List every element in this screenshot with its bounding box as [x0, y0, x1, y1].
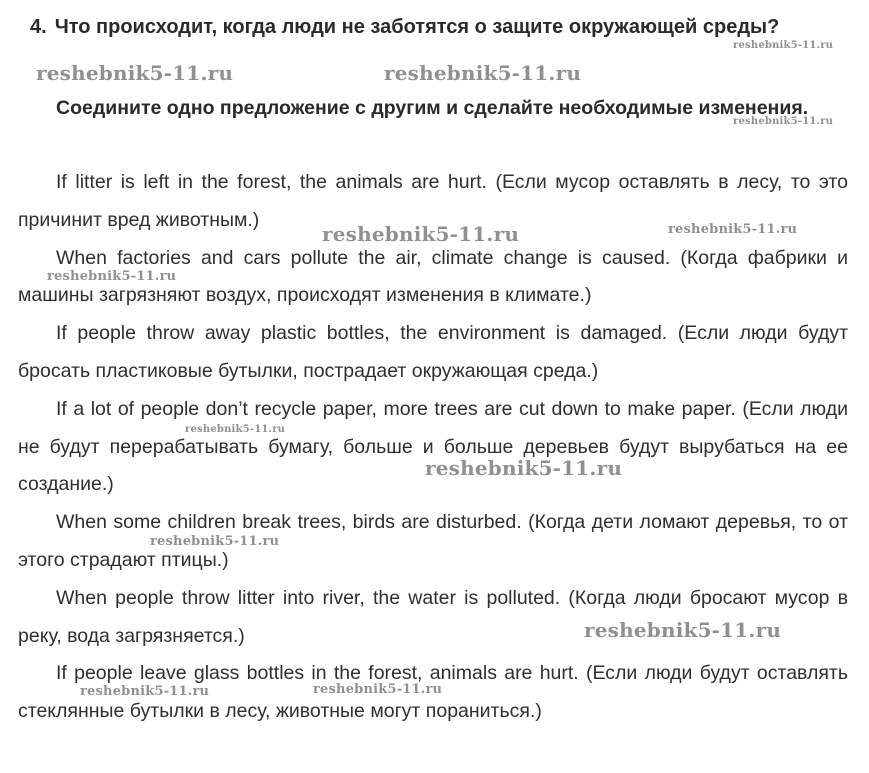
watermark: reshebnik5-11.ru [384, 61, 582, 85]
watermark: reshebnik5-11.ru [80, 684, 210, 699]
watermark: reshebnik5-11.ru [47, 269, 177, 284]
answer-paragraph: If people throw away plastic bottles, the environment is damaged. (Если люди будут бросать пластиковые бутылки, пострадает окружающая среда.) [18, 322, 848, 382]
watermark: reshebnik5-11.ru [733, 40, 834, 51]
watermark: reshebnik5-11.ru [733, 116, 834, 127]
answer-paragraph: If people leave glass bottles in the forest, animals are hurt. (Если люди будут оставлять стеклянные бутылки в лесу, животные могут пораниться.) [18, 662, 848, 723]
question-number: 4. [30, 16, 47, 38]
question-heading [30, 14, 850, 40]
watermark: reshebnik5-11.ru [150, 534, 280, 549]
watermark: reshebnik5-11.ru [584, 618, 782, 642]
answer-paragraph: When some children break trees, birds are disturbed. (Когда дети ломают деревья, то от этого страдают птицы.) [18, 511, 848, 571]
question-title: Что происходит, когда люди не заботятся о защите окружающей среды? [54, 16, 780, 38]
answer-text [18, 164, 848, 731]
answer-paragraph: When factories and cars pollute the air, climate change is caused. (Когда фабрики и машины загрязняют воздух, происходят изменения в климате.) [18, 246, 848, 307]
watermark: reshebnik5-11.ru [322, 222, 520, 246]
answer-paragraph: If a lot of people don’t recycle paper, more trees are cut down to make paper. (Если люди не будут перерабатывать бумагу, больше и больше деревьев будут вырубаться на ее создание.) [18, 397, 848, 496]
watermark: reshebnik5-11.ru [185, 424, 286, 435]
watermark: reshebnik5-11.ru [425, 456, 623, 480]
watermark: reshebnik5-11.ru [36, 61, 234, 85]
task-instruction: Соедините одно предложение с другим и сделайте необходимые изменения. [56, 97, 809, 119]
watermark: reshebnik5-11.ru [313, 682, 443, 697]
watermark: reshebnik5-11.ru [668, 222, 798, 237]
answer-paragraph: When people throw litter into river, the water is polluted. (Когда люди бросают мусор в реку, вода загрязняется.) [18, 586, 848, 647]
answer-paragraph: If litter is left in the forest, the animals are hurt. (Если мусор оставлять в лесу, то это причинит вред животным.) [18, 171, 848, 231]
